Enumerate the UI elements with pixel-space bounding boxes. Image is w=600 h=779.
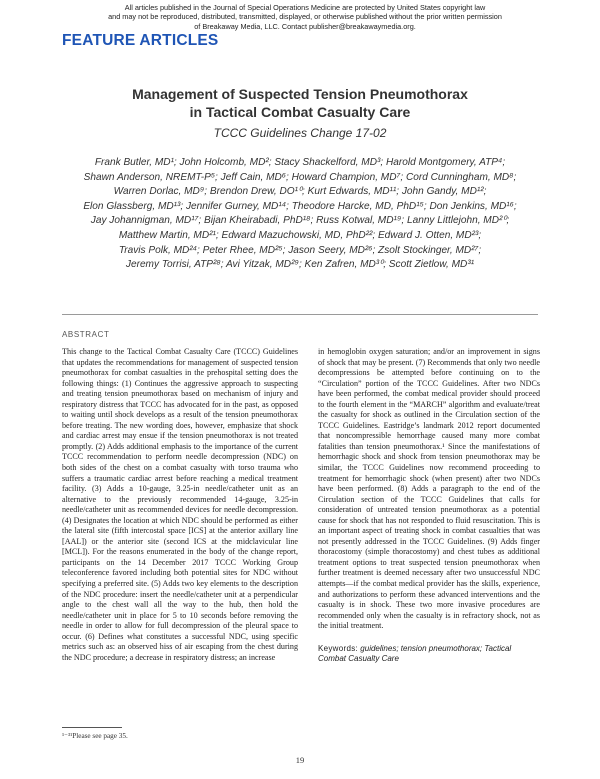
abstract-text: This change to the Tactical Combat Casualty Care (TCCC) Guidelines that updates the recommendations for management of suspected tension pneumothorax for combat casualties in the prehospital setting does the following things: (1) Continues the aggressive approach to suspecting and treating tension pneumothorax based on mechanism of injury and respiratory distress that TCCC has advocated for in the past, as opposed to waiting until shock develops as a result of the tension pneumothorax before treating. The new wording does, however, emphasize that shock and cardiac arrest may ensue if the tension pneumothorax is not treated promptly. (2) Adds additional emphasis to the importance of the current TCCC recommendation to perform needle decompression (NDC) on both sides of the chest on a combat casualty with torso trauma who suffers a traumatic cardiac arrest before reaching a medical treatment facility. (3) Adds a 10-gauge, 3.25-in needle/catheter unit as an alternative to the previously recommended 14-gauge, 3.25-in needle/catheter unit as recommended devices for needle decompression. (4) Designates the location at which NDC should be performed as either the lateral site (fifth intercostal space [ICS] at the anterior axillary line [AAL]) or the anterior site (second ICS at the midclavicular line [MCL]). For the reasons enumerated in the body of the change report, participants on the 14 December 2017 TCCC Working Group teleconference favored including both potential sites for NDC without specifying a preferred site. (5) Adds two key elements to the description of the NDC procedure: insert the needle/catheter unit at a perpendicular angle to the chest wall all the way to the hub, then hold the needle/catheter unit in place for 5 to 10 seconds before removing the needle in order to allow for full decompression of the pleural space to occur. (6) Defines what constitutes a successful NDC, using specific metrics such as: an observed hiss of air escaping from the chest during the NDC procedure; a decrease in respiratory distress; an increase — [62, 347, 298, 662]
author-line: Frank Butler, MD¹; John Holcomb, MD²; Stacy Shackelford, MD³; Harold Montgomery, ATP⁴; — [94, 157, 506, 168]
keywords-label: Keywords: — [318, 643, 359, 653]
copyright-notice — [60, 3, 550, 31]
author-line: Jeremy Torrisi, ATP²⁸; Avi Yitzak, MD²⁹; Ken Zafren, MD³⁰; Scott Zietlow, MD³¹ — [125, 259, 475, 271]
abstract-text: in hemoglobin oxygen saturation; and/or an improvement in signs of shock that may be present. (7) Recommends that only two needle decompressions be attempted before continuing on to the “Circulation” portion of the TCCC Guidelines. After two NDCs have been performed, the combat medical provider should proceed to the fourth element in the “MARCH” algorithm and evaluate/treat the casualty for shock as outlined in the Circulation section of the TCCC Guidelines. Eastridge’s landmark 2012 report documented that noncompressible hemorrhage caused many more combat fatalities than tension pneumothorax.¹ Since the manifestations of hemorrhagic shock and shock from tension pneumothorax may be similar, the TCCC Guidelines now recommend proceeding to treatment for hemorrhagic shock (when present) after two NDCs have been performed. (8) Adds a paragraph to the end of the Circulation section of the TCCC Guidelines that calls for consideration of untreated tension pneumothorax as a potential cause for shock that has not responded to fluid resuscitation. This is an important aspect of treating shock in combat casualties that was not presently addressed in the TCCC Guidelines. (9) Adds finger thoracostomy (simple thoracostomy) and chest tubes as additional treatment options to treat suspected tension pneumothorax when further treatment is deemed necessary after two unsuccessful NDC attempts—if the combat medical provider has the skills, experience, and authorizations to perform these advanced interventions and the casualty is in shock. These two more invasive procedures are recommended only when the casualty is in refractory shock, not as the initial treatment. — [318, 347, 540, 631]
keywords-list: guidelines; tension pneumothorax; Tactical Combat Casualty Care — [318, 643, 512, 664]
article-title-line: in Tactical Combat Casualty Care — [189, 104, 411, 120]
keywords — [318, 644, 540, 665]
author-line: Shawn Anderson, NREMT-P⁵; Jeff Cain, MD⁶; Howard Champion, MD⁷; Cord Cunningham, MD⁸; — [83, 171, 517, 183]
author-line: Matthew Martin, MD²¹; Edward Mazuchowski, MD, PhD²²; Edward J. Otten, MD²³; — [118, 229, 482, 241]
article-subtitle: TCCC Guidelines Change 17-02 — [213, 126, 387, 140]
abstract-column-left — [62, 347, 298, 663]
abstract-heading: ABSTRACT — [62, 330, 110, 339]
divider — [62, 314, 538, 315]
footnote: ¹⁻³¹Please see page 35. — [62, 732, 128, 740]
author-line: Travis Polk, MD²⁴; Peter Rhee, MD²⁵; Jason Seery, MD²⁶; Zsolt Stockinger, MD²⁷; — [118, 244, 482, 256]
page-number: 19 — [295, 755, 305, 765]
footnote-divider — [62, 727, 122, 728]
author-list — [60, 156, 540, 273]
copyright-line: and may not be reproduced, distributed, transmitted, displayed, or otherwise published without the prior written permission — [108, 12, 502, 22]
copyright-line: All articles published in the Journal of Special Operations Medicine are protected by United States copyright law — [124, 3, 486, 12]
author-line: Warren Dorlac, MD⁹; Brendon Drew, DO¹⁰; Kurt Edwards, MD¹¹; John Gandy, MD¹²; — [113, 186, 487, 198]
author-line: Jay Johannigman, MD¹⁷; Bijan Kheirabadi, PhD¹⁸; Russ Kotwal, MD¹⁹; Lanny Littlejohn, MD²⁰; — [90, 215, 510, 227]
article-title — [60, 85, 540, 121]
abstract-column-right — [318, 347, 540, 665]
author-line: Elon Glassberg, MD¹³; Jennifer Gurney, MD¹⁴; Theodore Harcke, MD, PhD¹⁵; Don Jenkins, MD¹⁶; — [83, 200, 517, 212]
copyright-line: of Breakaway Media, LLC. Contact publisher@breakawaymedia.org. — [194, 21, 416, 31]
article-title-line: Management of Suspected Tension Pneumothorax — [132, 86, 468, 102]
section-label: FEATURE ARTICLES — [62, 32, 219, 49]
